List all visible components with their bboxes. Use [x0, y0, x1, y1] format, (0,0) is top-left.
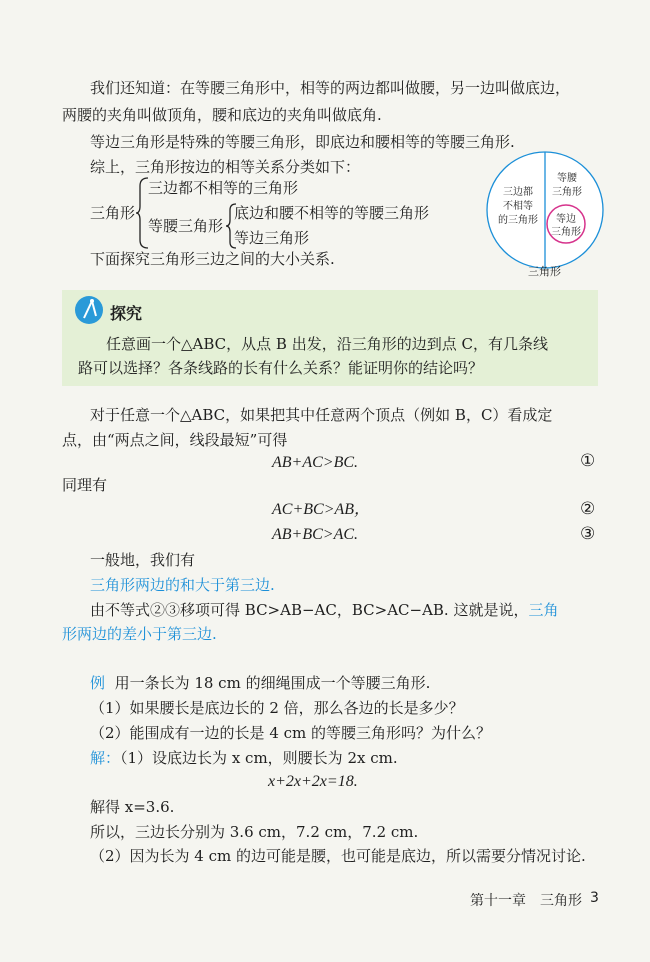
example-text: 用一条长为 18 cm 的细绳围成一个等腰三角形. [114, 674, 431, 692]
solution-sides: 所以，三边长分别为 3.6 cm，7.2 cm，7.2 cm. [90, 823, 419, 841]
explore-text-2: 路可以选择？各条线路的长有什么关系？能证明你的结论吗？ [78, 359, 484, 377]
general-text: 一般地，我们有 [90, 551, 196, 569]
solution-equation: x+2x+2x=18. [268, 773, 358, 790]
solution-line-1 [90, 748, 398, 768]
proof-para-3 [90, 600, 558, 620]
tree-branch-scalene: 三边都不相等的三角形 [148, 179, 299, 197]
venn-right-label-1: 等腰 [557, 173, 577, 184]
example-question-2: （2）能围成有一边的长是 4 cm 的等腰三角形吗？为什么？ [90, 724, 492, 742]
explore-icon [74, 295, 104, 325]
footer-chapter: 第十一章 三角形 [470, 893, 582, 909]
footer-page-number: 3 [590, 890, 599, 906]
explore-text-1: 任意画一个△ABC，从点 B 出发，沿三角形的边到点 C，有几条线 [106, 335, 548, 353]
classification-venn-diagram [482, 147, 612, 277]
similarly-text: 同理有 [62, 476, 108, 494]
example-label: 例 [90, 674, 106, 692]
theorem-diff-start: 三角 [528, 601, 559, 619]
intro-line-2: 两腰的夹角叫做顶角，腰和底边的夹角叫做底角. [62, 106, 382, 124]
venn-caption: 三角形 [528, 265, 561, 278]
venn-inner-label-1: 等边 [556, 214, 576, 225]
below-tree-text: 下面探究三角形三边之间的大小关系. [90, 250, 335, 268]
venn-inner-label-2: 三角形 [551, 227, 581, 238]
theorem-sum: 三角形两边的和大于第三边. [90, 576, 275, 594]
inequality-1: AB+AC>BC. [272, 454, 359, 471]
proof-para-3-text: 由不等式②③移项可得 BC>AB−AC，BC>AC−AB. 这就是说， [90, 601, 529, 619]
example-statement [90, 673, 430, 693]
tree-sub-equilateral: 等边三角形 [234, 229, 310, 247]
solution-result: 解得 x=3.6. [90, 798, 175, 816]
theorem-difference: 形两边的差小于第三边. [62, 625, 217, 643]
venn-right-label-2: 三角形 [552, 187, 582, 198]
example-question-1: （1）如果腰长是底边长的 2 倍，那么各边的长是多少？ [90, 699, 464, 717]
tree-sub-non-equilateral: 底边和腰不相等的等腰三角形 [234, 204, 430, 222]
venn-left-label-3: 的三角形 [498, 215, 538, 226]
inequality-3: AB+BC>AC. [272, 526, 359, 543]
proof-para-1: 对于任意一个△ABC，如果把其中任意两个顶点（例如 B，C）看成定 [90, 406, 553, 424]
solution-part-2: （2）因为长为 4 cm 的边可能是腰，也可能是底边，所以需要分情况讨论. [90, 847, 586, 865]
intro-line-1: 我们还知道：在等腰三角形中，相等的两边都叫做腰，另一边叫做底边， [90, 79, 571, 97]
inequality-1-number: ① [580, 451, 596, 471]
tree-root: 三角形 [90, 204, 136, 222]
solution-label: 解： [90, 749, 121, 767]
venn-left-label-2: 不相等 [503, 201, 533, 212]
inequality-2: AC+BC>AB， [272, 501, 371, 518]
inequality-3-number: ③ [580, 524, 596, 544]
solution-part-1: （1）设底边长为 x cm，则腰长为 2x cm. [120, 749, 398, 767]
explore-title: 探究 [110, 304, 143, 323]
inequality-2-number: ② [580, 499, 596, 519]
intro-line-4: 综上，三角形按边的相等关系分类如下： [90, 158, 361, 176]
tree-branch-isosceles: 等腰三角形 [148, 217, 224, 235]
proof-para-2: 点，由“两点之间，线段最短”可得 [62, 431, 288, 449]
venn-left-label-1: 三边都 [503, 187, 533, 198]
intro-line-3: 等边三角形是特殊的等腰三角形，即底边和腰相等的等腰三角形. [90, 133, 515, 151]
